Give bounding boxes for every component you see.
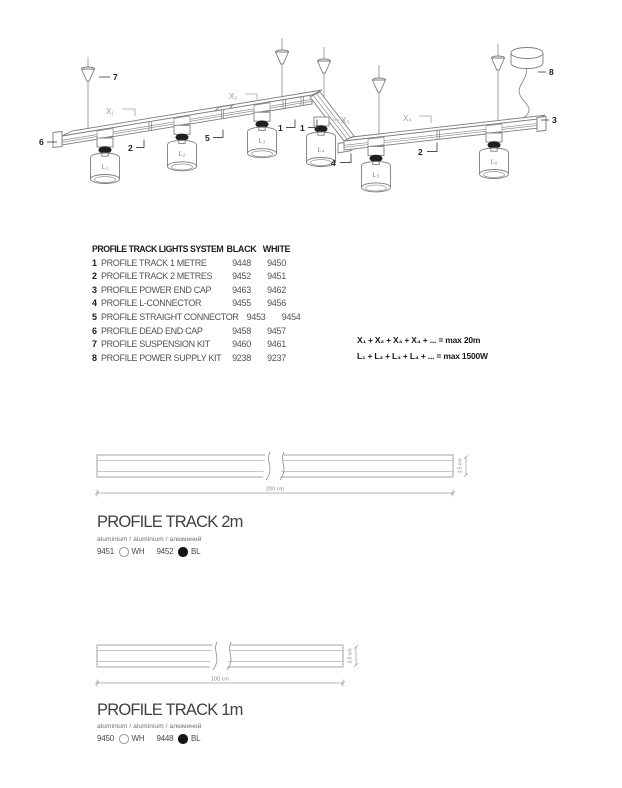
section-materials-1m: aluminium / aluminium / алюминий	[97, 723, 202, 730]
table-row	[92, 311, 301, 325]
height-dimension-label: 3,5 cm	[347, 648, 354, 664]
track-2m-drawing	[0, 447, 622, 511]
table-row	[92, 270, 298, 284]
variant-black	[156, 734, 200, 744]
l6-label: L₆	[490, 157, 498, 166]
row-white-code: 9237	[267, 352, 286, 363]
row-black-code: 9453	[246, 311, 266, 322]
table-title: PROFILE TRACK LIGHTS SYSTEM	[92, 244, 224, 254]
power-supply-kit-icon	[511, 48, 543, 123]
x4-label: X₄	[403, 114, 412, 123]
code-wh: 9451	[97, 547, 114, 557]
table-row	[92, 257, 298, 271]
callout-4: 4	[331, 158, 336, 168]
column-white: WHITE	[262, 244, 291, 254]
row-name: PROFILE SUSPENSION KIT	[101, 339, 210, 350]
table-row	[92, 352, 298, 366]
x2-label: X₂	[229, 92, 238, 101]
row-black-code: 9455	[232, 298, 251, 309]
row-black-code: 9452	[232, 271, 251, 282]
row-num: 2	[92, 271, 97, 282]
row-num: 5	[92, 311, 97, 322]
code-bl: 9452	[156, 547, 174, 557]
callout-1a: 1	[278, 123, 283, 133]
row-name: PROFILE L-CONNECTOR	[101, 298, 202, 309]
l3-label: L₃	[258, 136, 266, 145]
table-row	[92, 297, 298, 311]
row-num: 4	[92, 298, 97, 309]
white-swatch-icon	[119, 734, 129, 744]
max-formulas	[357, 333, 488, 364]
l5-label: L₅	[372, 170, 380, 179]
table-row	[92, 338, 298, 352]
variant-white	[97, 734, 144, 744]
callout-2b: 2	[418, 147, 423, 157]
row-name: PROFILE TRACK 1 METRE	[101, 257, 207, 268]
track-2m-profile	[97, 450, 453, 482]
code-wh-label: WH	[131, 734, 145, 744]
lamp-labels	[102, 136, 498, 179]
max-length-formula: X₁ + X₂ + X₃ + X₄ + ... = max 20m	[357, 335, 481, 345]
row-black-code: 9463	[232, 284, 251, 295]
row-num: 1	[92, 257, 97, 268]
callout-1b: 1	[300, 123, 305, 133]
track-1m-drawing	[0, 637, 622, 701]
suspension-kit-icon	[373, 65, 386, 137]
callout-leaders	[47, 72, 549, 163]
row-black-code: 9458	[232, 325, 251, 336]
code-wh-label: WH	[131, 547, 145, 557]
spec-table	[92, 243, 301, 365]
section-materials-2m: aluminium / aluminium / алюминий	[97, 536, 202, 543]
length-dimension-label: 100 cm	[210, 676, 230, 683]
row-white-code: 9454	[281, 311, 301, 322]
section-title-1m: PROFILE TRACK 1m	[97, 701, 243, 719]
row-white-code: 9451	[267, 271, 286, 282]
code-bl-label: BL	[190, 547, 201, 557]
table-row	[92, 325, 298, 339]
column-black: BLACK	[226, 244, 257, 254]
l1-label: L₁	[101, 162, 109, 171]
row-white-code: 9450	[267, 257, 286, 268]
white-swatch-icon	[119, 547, 129, 557]
dead-end-cap	[53, 132, 62, 148]
section-codes-2m	[97, 547, 200, 557]
section-title-2m: PROFILE TRACK 2m	[97, 513, 243, 531]
row-name: PROFILE STRAIGHT CONNECTOR	[101, 311, 239, 322]
suspension-kit-icon	[276, 38, 289, 100]
max-power-formula: L₁ + L₂ + L₃ + L₄ + ... = max 1500W	[357, 350, 488, 361]
x1-label: X₁	[106, 107, 115, 116]
row-white-code: 9456	[267, 298, 286, 309]
row-num: 6	[92, 325, 97, 336]
code-bl-label: BL	[190, 734, 201, 744]
row-num: 8	[92, 352, 97, 363]
code-wh: 9450	[97, 734, 114, 744]
row-white-code: 9461	[267, 339, 286, 350]
power-end-cap	[537, 117, 546, 132]
l4-label: L₄	[317, 145, 325, 154]
black-swatch-icon	[178, 734, 188, 744]
track-system-diagram	[0, 0, 622, 215]
row-black-code: 9238	[232, 352, 251, 363]
code-bl: 9448	[156, 734, 174, 744]
section-codes-1m	[97, 734, 200, 744]
suspension-kit-icon	[82, 57, 95, 131]
l2-label: L₂	[178, 149, 186, 158]
variant-black	[156, 547, 200, 557]
x3-label: X₃	[341, 116, 350, 125]
row-name: PROFILE DEAD END CAP	[101, 325, 203, 336]
callout-6: 6	[39, 137, 44, 147]
row-black-code: 9460	[232, 339, 251, 350]
row-num: 7	[92, 339, 97, 350]
callout-3: 3	[552, 115, 557, 125]
row-name: PROFILE POWER SUPPLY KIT	[101, 352, 222, 363]
table-row	[92, 284, 298, 298]
track-1m-profile	[97, 640, 343, 672]
row-num: 3	[92, 284, 97, 295]
black-swatch-icon	[178, 547, 188, 557]
row-black-code: 9448	[232, 257, 251, 268]
row-name: PROFILE TRACK 2 METRES	[101, 271, 213, 282]
callout-7: 7	[113, 72, 118, 82]
row-white-code: 9457	[267, 325, 286, 336]
callout-8: 8	[549, 67, 554, 77]
length-dimension-label: 200 cm	[265, 486, 285, 493]
callout-2a: 2	[128, 143, 133, 153]
callout-5: 5	[205, 133, 210, 143]
spec-table-header	[92, 243, 298, 257]
row-name: PROFILE POWER END CAP	[101, 284, 212, 295]
suspension-kit-icon	[492, 44, 505, 124]
row-white-code: 9462	[267, 284, 286, 295]
variant-white	[97, 547, 144, 557]
height-dimension-label: 3,5 cm	[457, 458, 464, 474]
